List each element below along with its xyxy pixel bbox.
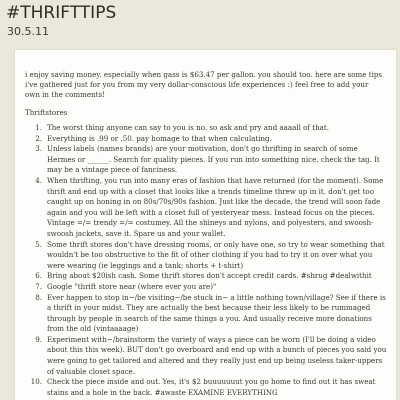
tip-text: When thrifting, you run into many eras of fashion that have returned (for the moment). Some thrift and end up with a closet that looks like a trends timeline threw up in it. don't get too caught up on honing in on 80s/70s/90s fashion. Just like the decade, the trend will soon fade again and you will be left with a closet full of yesteryear mess. Instead focus on the pieces. Vintage =/= trendy =/= costumey. All the shineys and nylons, and polyesters, and swoosh-swoosh jackets, save it. Spare us and your wallet.	[47, 175, 384, 238]
tip-text: Google "thrift store near (where ever you are)"	[47, 281, 217, 291]
tip-number: 4.	[35, 175, 42, 185]
post-date: 30.5.11	[7, 25, 49, 38]
blog-post-title: #THRIFTTIPS	[6, 3, 117, 23]
tip-text: The worst thing anyone can say to you is no. so ask and pry and aaaall of that.	[47, 123, 329, 132]
tip-item	[25, 123, 387, 134]
tip-item	[25, 134, 387, 145]
tip-number: 9.	[35, 334, 42, 344]
tip-number: 2.	[35, 133, 42, 143]
tip-text: Some thrift stores don't have dressing rooms, or only have one, so try to wear something that wouldn't be too obstructive to the fit of other clothing if you had to try it on over what you were wearing (ie leggings and a tank; shorts + t-shirt)	[47, 239, 385, 270]
tip-text: Unless labels (names brands) are your motivation, don't go thrifting in search of some Hermes or ______. Search for quality pieces. If you run into something nice, check the tag. It may be a vintage piece of fanciness.	[47, 144, 380, 175]
tip-number: 3.	[35, 144, 42, 154]
tip-text: Bring about $20ish cash. Some thrift stores don't accept credit cards. #shrug #dealwithit	[47, 271, 372, 281]
tip-text: Everything is .99 or .50. pay homage to that when calculating.	[47, 133, 272, 143]
tip-item	[25, 377, 387, 398]
tip-text: Experiment with~/brainstorm the variety of ways a piece can be worn (I'll be doing a video about this this week). BUT don't go overboard and end up with a bunch of pieces you said you were going to get tailored and altered and they really just end up being useless taker-uppers of valuable closet space.	[47, 334, 387, 376]
tip-number: 10.	[30, 377, 42, 387]
tip-item	[25, 144, 387, 176]
tip-item	[25, 240, 387, 272]
post-intro: i enjoy saving money. especially when gass is $63.47 per gallon. you should too. here are some tips i've gathered just for you from my very dollar-conscious life experiences :) feel free to add your own in the comments!	[25, 70, 383, 100]
tip-item	[25, 282, 387, 293]
tip-number: 5.	[35, 239, 42, 249]
tip-number: 7.	[35, 281, 42, 291]
tip-text: Check the piece inside and out. Yes, it's $2 buuuuuuut you go home to find out it has sweat stains and a hole in the back. #awaste EXAMINE EVERYTHING	[47, 377, 376, 397]
post-content-card	[15, 50, 396, 400]
tip-item	[25, 176, 387, 240]
tip-item	[25, 271, 387, 282]
tip-item	[25, 335, 387, 377]
tip-number: 8.	[35, 292, 42, 302]
tip-number: 1.	[35, 123, 42, 132]
section-title: Thriftstores	[25, 108, 68, 117]
tips-list	[25, 123, 387, 398]
tip-item	[25, 293, 387, 335]
tip-number: 6.	[35, 271, 42, 281]
tip-text: Ever happen to stop in~/be visiting~/be stuck in~ a little nothing town/village? See if there is a thrift in your midst. They are actually the best because their less likely to be rummaged through by people in search of the same things a you. And usually receive more donations from the old (vintaaaage)	[47, 292, 386, 334]
